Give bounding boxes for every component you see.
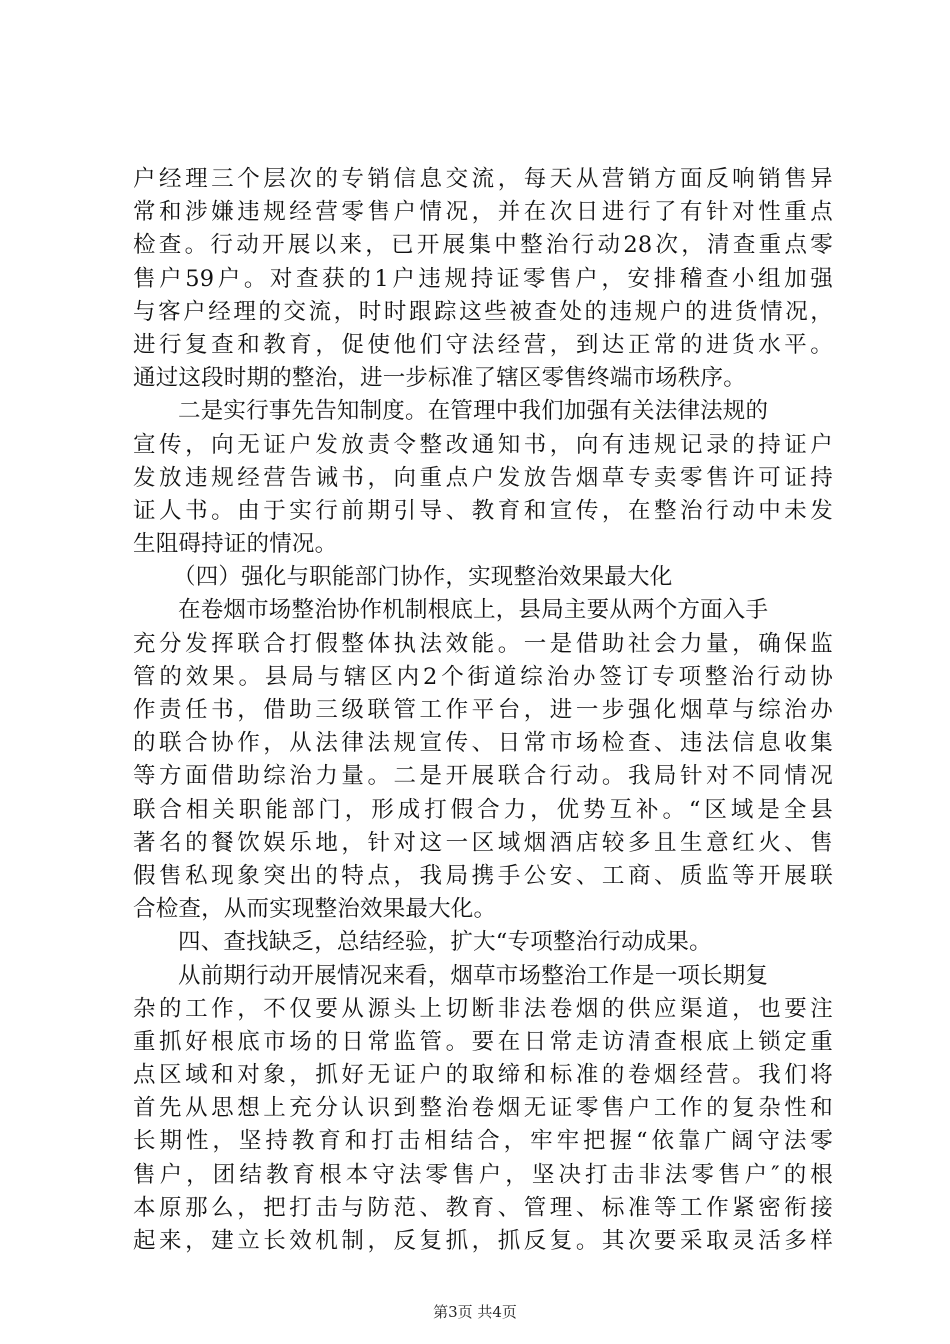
- text-line: 著名的餐饮娱乐地，针对这一区域烟酒店较多且生意红火、售: [133, 829, 833, 856]
- text-line: 二是实行事先告知制度。在管理中我们加强有关法律法规的: [178, 398, 769, 425]
- text-line: 杂的工作，不仅要从源头上切断非法卷烟的供应渠道，也要注: [133, 995, 833, 1022]
- text-line: 的联合协作，从法律法规宣传、日常市场检查、违法信息收集: [133, 730, 833, 757]
- text-line: 从前期行动开展情况来看，烟草市场整治工作是一项长期复: [178, 962, 769, 989]
- text-line: 证人书。由于实行前期引导、教育和宣传，在整治行动中未发: [133, 497, 833, 524]
- text-line: 长期性，坚持教育和打击相结合，牢牢把握“依靠广阔守法零: [133, 1128, 833, 1155]
- text-line: 等方面借助综治力量。二是开展联合行动。我局针对不同情况: [133, 763, 833, 790]
- text-line: 户经理三个层次的专销信息交流，每天从营销方面反响销售异: [133, 166, 833, 192]
- text-line: 检查。行动开展以来，已开展集中整治行动28次，清查重点零: [133, 232, 833, 259]
- text-line: 四、查找缺乏，总结经验，扩大“专项整治行动成果。: [178, 929, 712, 956]
- text-line: 充分发挥联合打假整体执法效能。一是借助社会力量，确保监: [133, 630, 833, 657]
- text-line: 在卷烟市场整治协作机制根底上，县局主要从两个方面入手: [178, 597, 769, 624]
- text-line: 售户，团结教育根本守法零售户，坚决打击非法零售户″的根: [133, 1161, 833, 1188]
- text-line: 重抓好根底市场的日常监管。要在日常走访清查根底上锁定重: [133, 1028, 833, 1055]
- text-line: 发放违规经营告诫书，向重点户发放告烟草专卖零售许可证持: [133, 464, 833, 491]
- text-line: 售户59户。对查获的1户违规持证零售户，安排稽查小组加强: [133, 265, 833, 292]
- text-line: 假售私现象突出的特点，我局携手公安、工商、质监等开展联: [133, 862, 833, 889]
- text-line: 常和涉嫌违规经营零售户情况，并在次日进行了有针对性重点: [133, 199, 833, 226]
- text-line: 首先从思想上充分认识到整治卷烟无证零售户工作的复杂性和: [133, 1095, 833, 1122]
- section-heading: （四）强化与职能部门协作，实现整治效果最大化: [173, 564, 673, 591]
- text-line: 管的效果。县局与辖区内2个街道综治办签订专项整治行动协: [133, 663, 833, 690]
- text-line: 起来，建立长效机制，反复抓，抓反复。其次要采取灵活多样: [133, 1228, 833, 1254]
- text-line: 本原那么，把打击与防范、教育、管理、标准等工作紧密衔接: [133, 1194, 833, 1221]
- text-line: 通过这段时期的整治，进一步标准了辖区零售终端市场秩序。: [133, 365, 746, 392]
- text-line: 点区域和对象，抓好无证户的取缔和标准的卷烟经营。我们将: [133, 1062, 833, 1089]
- text-line: 合检查，从而实现整治效果最大化。: [133, 896, 497, 923]
- text-line: 生阻碍持证的情况。: [133, 531, 338, 558]
- text-line: 作责任书，借助三级联管工作平台，进一步强化烟草与综治办: [133, 697, 833, 723]
- page-footer: 第3页 共4页: [433, 1303, 517, 1321]
- text-line: 联合相关职能部门，形成打假合力，优势互补。“区域是全县: [133, 796, 833, 823]
- text-line: 进行复查和教育，促使他们守法经营，到达正常的进货水平。: [133, 331, 833, 358]
- text-line: 宣传，向无证户发放责令整改通知书，向有违规记录的持证户: [133, 431, 833, 458]
- text-line: 与客户经理的交流，时时跟踪这些被查处的违规户的进货情况，: [133, 298, 833, 325]
- document-body: [133, 163, 833, 1258]
